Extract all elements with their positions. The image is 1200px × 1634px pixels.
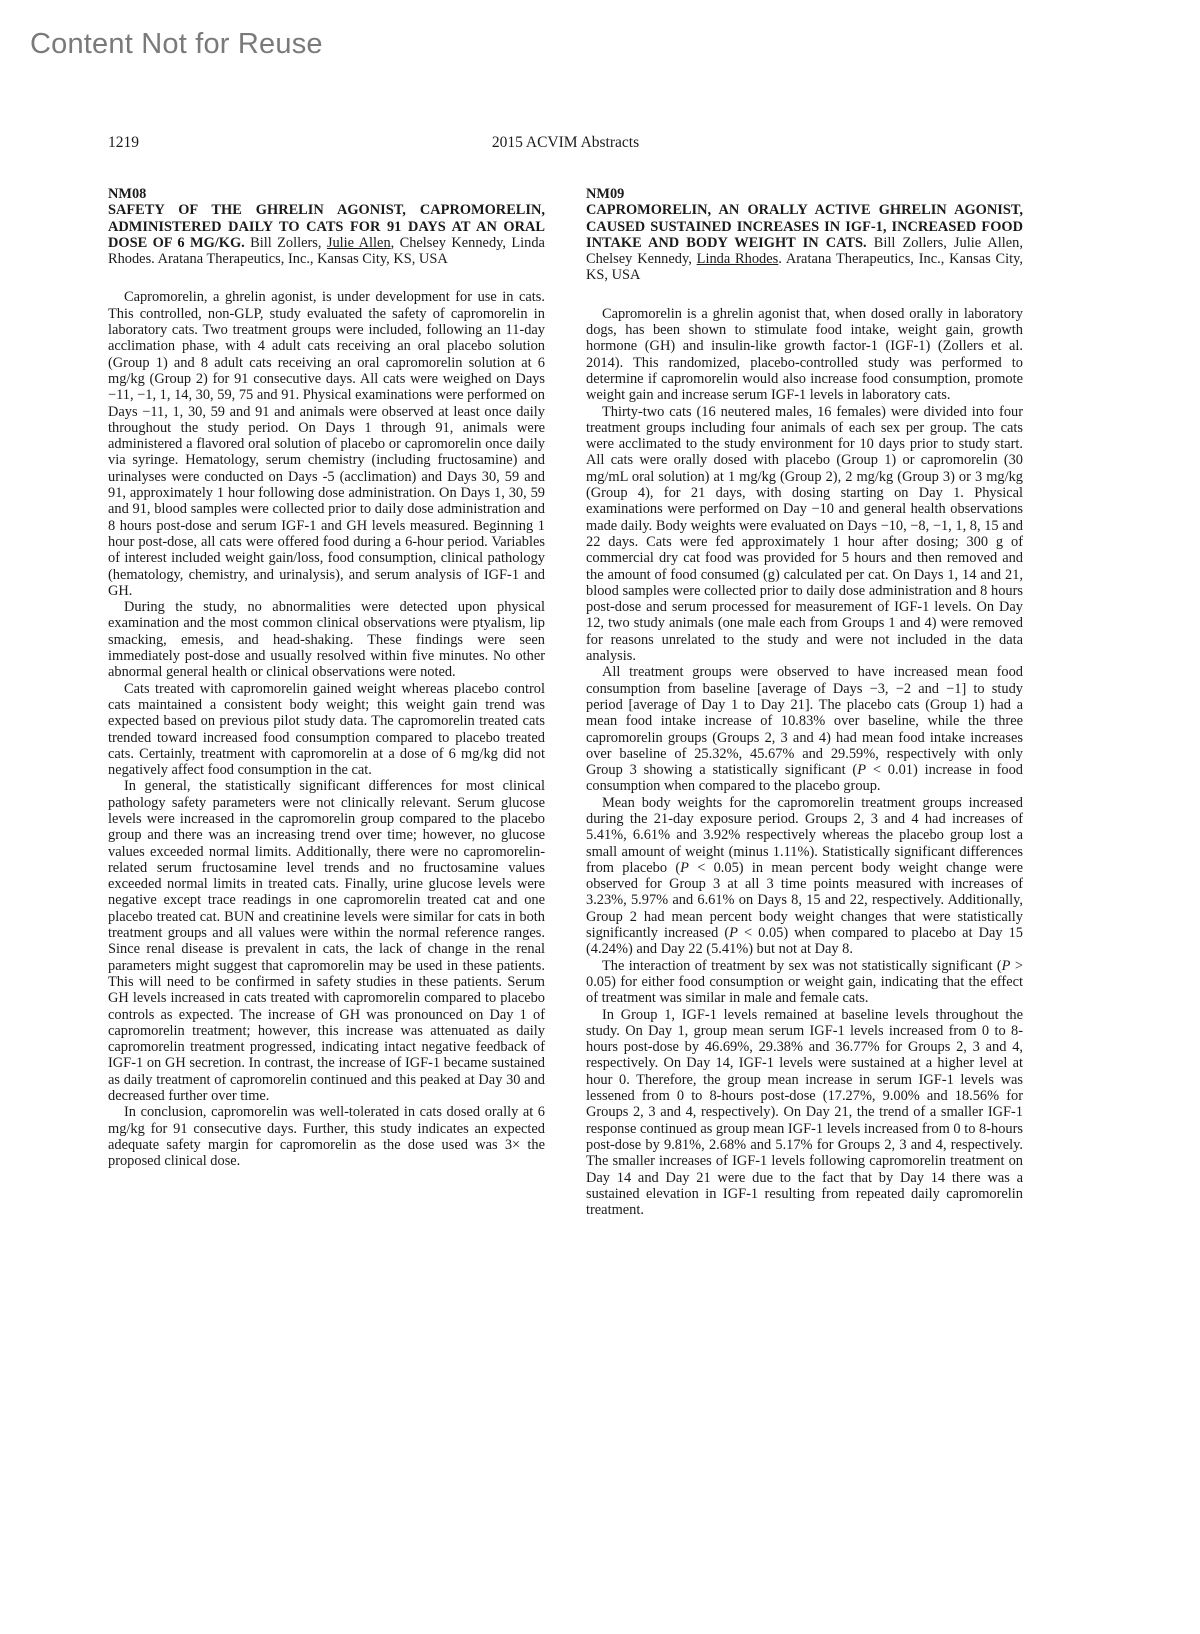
paragraph: Cats treated with capromorelin gained weight whereas placebo control cats maintained a consistent body weight; this weight gain trend was expected based on previous pilot study data. The capromorelin treated cats trended toward increased food consumption compared to placebo treated cats. Certainly, treatment with capromorelin at a dose of 6 mg/kg did not negatively affect food consumption in the cat. <box>108 680 545 779</box>
paragraph: All treatment groups were observed to have increased mean food consumption from baseline [average of Days −3, −2 and −1] to study period [average of Day 1 to Day 21]. The placebo cats (Group 1) had a mean food intake increase of 10.83% over baseline, while the three capromorelin groups (Groups 2, 3 and 4) had mean food intake increases over baseline of 25.32%, 45.67% and 29.59%, respectively with only Group 3 showing a statistically significant (P < 0.01) increase in food consumption when compared to the placebo group. <box>586 664 1023 795</box>
abstract-body <box>586 306 1023 1219</box>
paragraph: In Group 1, IGF-1 levels remained at baseline levels throughout the study. On Day 1, group mean serum IGF-1 levels increased from 0 to 8-hours post-dose by 46.69%, 29.38% and 36.77% for Groups 2, 3 and 4, respectively. On Day 14, IGF-1 levels were sustained at a higher level at hour 0. Therefore, the group mean increase in serum IGF-1 levels was lessened from 0 to 8-hours post-dose (17.27%, 9.00% and 18.56% for Groups 2, 3 and 4, respectively). On Day 21, the trend of a smaller IGF-1 response continued as group mean IGF-1 levels increased from 0 to 8-hours post-dose by 9.81%, 2.68% and 5.17% for Groups 2, 3 and 4, respectively. The smaller increases of IGF-1 levels following capromorelin treatment on Day 14 and Day 21 were due to the fact that by Day 14 there was a sustained elevation in IGF-1 resulting from repeated daily capromorelin treatment. <box>586 1006 1023 1219</box>
watermark: Content Not for Reuse <box>30 28 323 60</box>
paragraph: Mean body weights for the capromorelin treatment groups increased during the 21-day exposure period. Groups 2, 3 and 4 had increases of 5.41%, 6.61% and 3.92% respectively whereas the placebo group lost a small amount of weight (minus 1.11%). Statistically significant differences from placebo (P < 0.05) in mean percent body weight change were observed for Group 3 at all 3 time points measured with increases of 3.23%, 5.97% and 6.61% on Days 8, 15 and 22, respectively. Additionally, Group 2 had mean percent body weight changes that were statistically significantly increased (P < 0.05) when compared to placebo at Day 15 (4.24%) and Day 22 (5.41%) but not at Day 8. <box>586 794 1024 958</box>
paragraph: During the study, no abnormalities were detected upon physical examination and the most common clinical observations were ptyalism, lip smacking, emesis, and head-shaking. These findings were seen immediately post-dose and usually resolved within five minutes. No other abnormal general health or clinical observations were noted. <box>108 599 545 681</box>
authors: Bill Zollers, Julie Allen, Chelsey Kennedy, <box>586 234 1023 268</box>
abstract-id: NM09 <box>586 186 625 202</box>
presenting-author: Linda Rhodes <box>696 251 779 268</box>
running-head <box>108 134 1023 154</box>
paragraph: The interaction of treatment by sex was not statistically significant (P > 0.05) for either food consumption or weight gain, indicating that the effect of treatment was similar in male and female cats. <box>586 957 1023 1007</box>
abstract-title: CAPROMORELIN, AN ORALLY ACTIVE GHRELIN AGONIST, CAUSED SUSTAINED INCREASES IN IGF-1, INCREASED FOOD INTAKE AND BODY WEIGHT IN CATS. <box>586 202 1023 251</box>
authors-affiliation: . Aratana Therapeutics, Inc., Kansas City, KS, USA <box>586 251 1023 284</box>
abstract-heading <box>586 202 1023 283</box>
abstract-heading <box>108 202 545 267</box>
paragraph: Capromorelin is a ghrelin agonist that, when dosed orally in laboratory dogs, has been shown to stimulate food intake, weight gain, growth hormone (GH) and insulin-like growth factor-1 (IGF-1) (Zollers et al. 2014). This randomized, placebo-controlled study was performed to determine if capromorelin would also increase food consumption, promote weight gain and increase serum IGF-1 levels in laboratory cats. <box>586 305 1023 404</box>
abstract-nm09 <box>586 186 1023 1218</box>
authors: Bill Zollers, <box>250 234 322 251</box>
presenting-author: Julie Allen <box>326 234 391 251</box>
paragraph: In general, the statistically significant differences for most clinical pathology safety parameters were not clinically relevant. Serum glucose levels were increased in the capromorelin group compared to the placebo group and there was an increasing trend over time; however, no glucose values exceeded normal limits. Additionally, there were no capromorelin-related serum fructosamine level trends and no fructosamine values exceeded normal limits in treated cats. Finally, urine glucose levels were negative except trace readings in one capromorelin treated cat and one placebo treated cat. BUN and creatinine levels were similar for cats in both treatment groups and all values were within the normal reference ranges. Since renal disease is prevalent in cats, the lack of change in the renal parameters might suggest that capromorelin may be used in these patients. This will need to be confirmed in safety studies in these patients. Serum GH levels increased in cats treated with capromorelin compared to placebo controls as expected. The increase of GH was pronounced on Day 1 of capromorelin treatment; however, this increase was attenuated as daily capromorelin treatment progressed, indicating intact negative feedback of IGF-1 on GH secretion. In contrast, the increase of IGF-1 became sustained as daily treatment of capromorelin continued and this peaked at Day 30 and decreased further over time. <box>108 778 545 1105</box>
abstract-body <box>108 289 545 1169</box>
journal-title: 2015 ACVIM Abstracts <box>491 134 640 151</box>
abstract-id: NM08 <box>108 186 147 202</box>
paragraph: In conclusion, capromorelin was well-tolerated in cats dosed orally at 6 mg/kg for 91 consecutive days. Further, this study indicates an expected adequate safety margin for capromorelin as the dose used was 3× the proposed clinical dose. <box>108 1104 545 1170</box>
authors-affiliation: , Chelsey Kennedy, Linda Rhodes. Aratana Therapeutics, Inc., Kansas City, KS, USA <box>108 234 545 268</box>
page-number: 1219 <box>108 134 139 151</box>
paragraph: Thirty-two cats (16 neutered males, 16 females) were divided into four treatment groups including four animals of each sex per group. The cats were acclimated to the study environment for 10 days prior to study start. All cats were orally dosed with placebo (Group 1) or capromorelin (30 mg/mL oral solution) at 1 mg/kg (Group 2), 2 mg/kg (Group 3) or 3 mg/kg (Group 4), for 21 days, with dosing starting on Day 1. Physical examinations were performed on Day −10 and general health observations made daily. Body weights were evaluated on Days −10, −8, −1, 1, 8, 15 and 22 days. Cats were fed approximately 1 hour after dosing; 300 g of commercial dry cat food was provided for 5 hours and then removed and the amount of food consumed (g) calculated per cat. On Days 1, 14 and 21, blood samples were collected prior to daily dose administration and 8 hours post-dose and serum processed for measurement of IGF-1 levels. On Day 12, two study animals (one male each from Groups 1 and 4) were removed for reasons unrelated to the study and were not included in the data analysis. <box>586 403 1023 665</box>
paragraph: Capromorelin, a ghrelin agonist, is under development for use in cats. This controlled, non-GLP, study evaluated the safety of capromorelin in laboratory cats. Two treatment groups were included, following an 11-day acclimation phase, with 4 adult cats receiving an oral placebo solution (Group 1) and 8 adult cats receiving an oral capromorelin solution at 6 mg/kg (Group 2) for 91 consecutive days. All cats were weighed on Days −11, −1, 1, 14, 30, 59, 75 and 91. Physical examinations were performed on Days −11, 1, 30, 59 and 91 and animals were observed at least once daily throughout the study period. On Days 1 through 91, animals were administered a flavored oral solution of placebo or capromorelin once daily via syringe. Hematology, serum chemistry (including fructosamine) and urinalyses were conducted on Days -5 (acclimation) and Days 30, 59 and 91, approximately 1 hour following dose administration. On Days 1, 30, 59 and 91, blood samples were collected prior to daily dose administration and 8 hours post-dose and serum IGF-1 and GH levels measured. Beginning 1 hour post-dose, all cats were offered food during a 6-hour period. Variables of interest included weight gain/loss, food consumption, clinical pathology (hematology, chemistry, and urinalysis), and serum analysis of IGF-1 and GH. <box>108 289 545 599</box>
abstract-title: SAFETY OF THE GHRELIN AGONIST, CAPROMORELIN, ADMINISTERED DAILY TO CATS FOR 91 DAYS AT AN ORAL DOSE OF 6 MG/KG. <box>108 202 545 251</box>
abstract-nm08 <box>108 186 545 1170</box>
